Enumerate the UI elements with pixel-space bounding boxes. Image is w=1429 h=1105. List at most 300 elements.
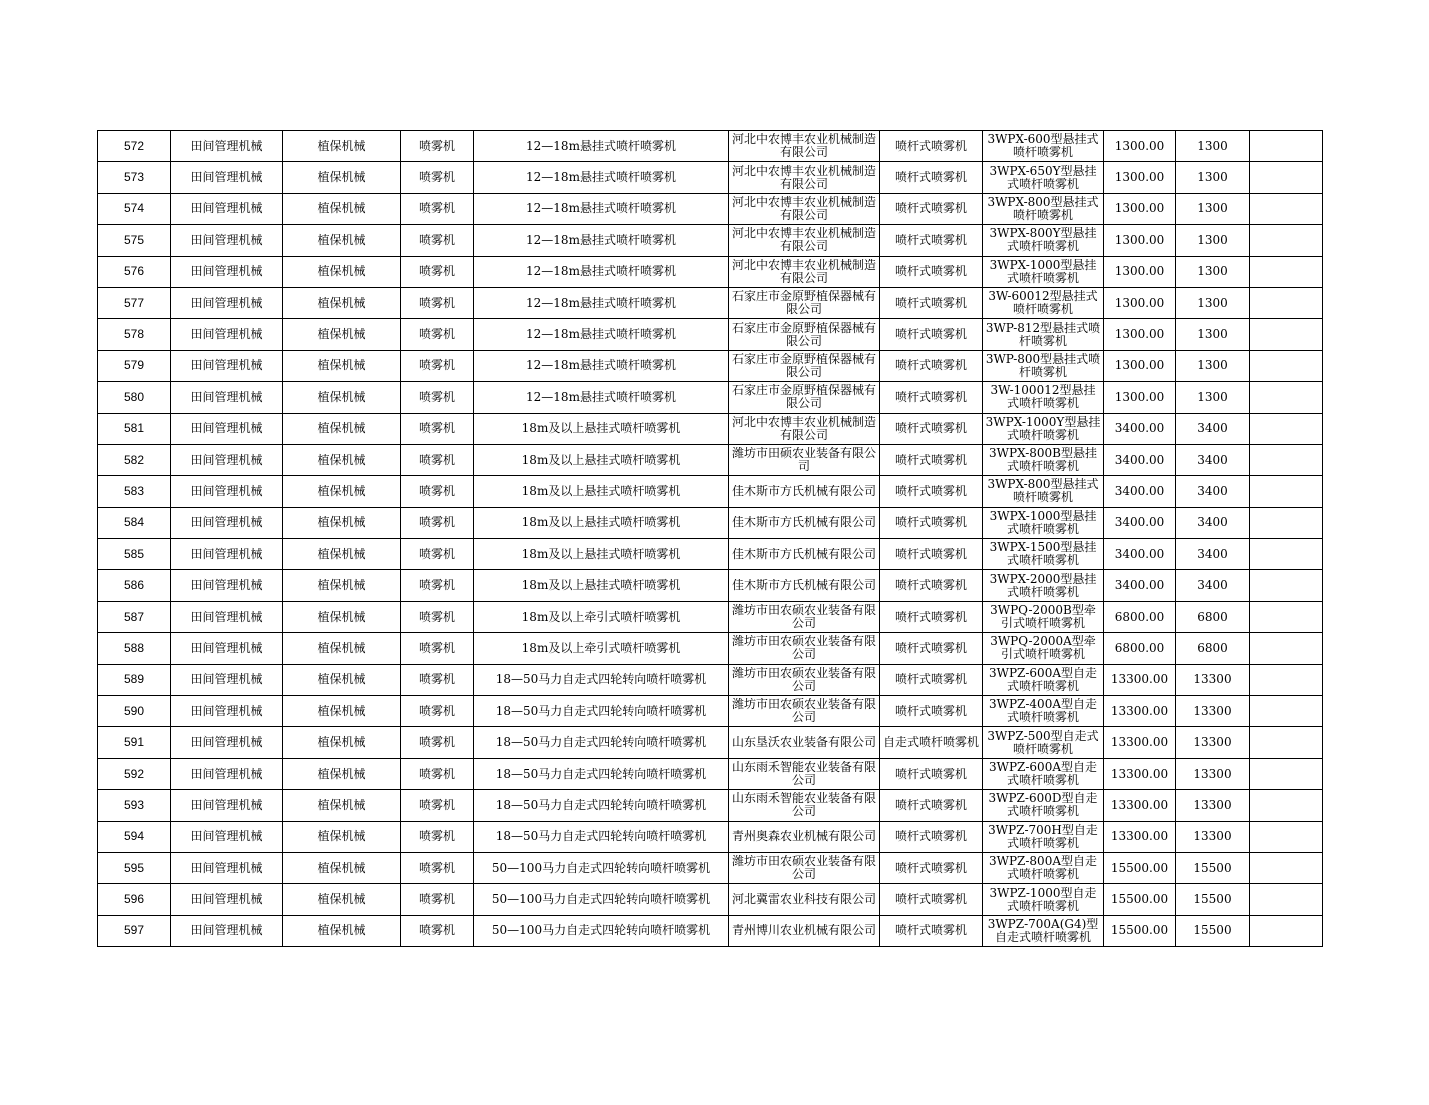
cell-item: 喷雾机 [401, 350, 474, 381]
cell-model-text: 3WPX-800Y型悬挂式喷杆喷雾机 [989, 227, 1097, 254]
cell-manufacturer-text: 潍坊市田硕农业装备有限公司 [731, 447, 876, 474]
cell-manufacturer-text: 山东垦沃农业装备有限公司 [731, 736, 876, 750]
cell-note [1250, 444, 1323, 475]
cell-note [1250, 287, 1323, 318]
table-row [98, 884, 1323, 915]
cell-product-type [880, 382, 983, 413]
cell-price: 3400.00 [1104, 476, 1176, 507]
cell-number: 592 [98, 758, 171, 789]
cell-subsidy: 3400 [1176, 413, 1250, 444]
cell-product-type-text: 喷杆式喷雾机 [894, 704, 967, 718]
cell-note [1250, 633, 1323, 664]
cell-category: 田间管理机械 [171, 790, 283, 821]
cell-price: 1300.00 [1104, 162, 1176, 193]
cell-subcategory: 植保机械 [283, 319, 401, 350]
cell-price: 6800.00 [1104, 633, 1176, 664]
cell-category: 田间管理机械 [171, 570, 283, 601]
cell-product-type [880, 821, 983, 852]
table-row [98, 821, 1323, 852]
cell-model [983, 287, 1104, 318]
cell-manufacturer [729, 131, 880, 162]
cell-subsidy: 1300 [1176, 382, 1250, 413]
cell-product-type-text: 喷杆式喷雾机 [894, 139, 967, 153]
cell-model-text: 3WPZ-600A型自走式喷杆喷雾机 [988, 761, 1097, 787]
cell-product-type [880, 350, 983, 381]
cell-price: 15500.00 [1104, 915, 1176, 946]
cell-model-text: 3WPX-1000Y型悬挂式喷杆喷雾机 [985, 415, 1101, 442]
cell-category: 田间管理机械 [171, 852, 283, 883]
cell-subsidy: 13300 [1176, 821, 1250, 852]
cell-product-type [880, 319, 983, 350]
cell-manufacturer [729, 256, 880, 287]
cell-subcategory: 植保机械 [283, 193, 401, 224]
cell-model-text: 3WPX-1000型悬挂式喷杆喷雾机 [989, 509, 1097, 536]
table-row [98, 256, 1323, 287]
cell-model-text: 3WPZ-400A型自走式喷杆喷雾机 [988, 698, 1097, 725]
cell-item: 喷雾机 [401, 790, 474, 821]
subsidy-table [97, 130, 1323, 947]
cell-category: 田间管理机械 [171, 319, 283, 350]
cell-product-type-text: 喷杆式喷雾机 [894, 798, 967, 812]
cell-note [1250, 225, 1323, 256]
cell-number: 578 [98, 319, 171, 350]
cell-item: 喷雾机 [401, 256, 474, 287]
cell-model-text: 3WPZ-700A(G4)型自走式喷杆喷雾机 [987, 917, 1099, 944]
cell-category: 田间管理机械 [171, 476, 283, 507]
cell-number: 584 [98, 507, 171, 538]
cell-price: 15500.00 [1104, 852, 1176, 883]
cell-model [983, 852, 1104, 883]
cell-manufacturer [729, 884, 880, 915]
cell-price: 6800.00 [1104, 601, 1176, 632]
cell-product-type-text: 喷杆式喷雾机 [894, 328, 967, 342]
cell-manufacturer-text: 河北中农博丰农业机械制造有限公司 [731, 258, 876, 285]
cell-spec: 18—50马力自走式四轮转向喷杆喷雾机 [474, 758, 729, 789]
cell-product-type-text: 喷杆式喷雾机 [894, 861, 967, 875]
cell-model [983, 821, 1104, 852]
table-row [98, 350, 1323, 381]
cell-model-text: 3WPZ-600D型自走式喷杆喷雾机 [988, 792, 1098, 819]
table-row [98, 193, 1323, 224]
cell-product-type-text: 喷杆式喷雾机 [894, 830, 967, 844]
cell-manufacturer-text: 石家庄市金原野植保器械有限公司 [731, 290, 876, 317]
cell-spec: 12—18m悬挂式喷杆喷雾机 [474, 319, 729, 350]
cell-model-text: 3WPZ-700H型自走式喷杆喷雾机 [988, 823, 1098, 850]
table-row [98, 319, 1323, 350]
table-row [98, 633, 1323, 664]
cell-manufacturer [729, 193, 880, 224]
cell-category: 田间管理机械 [171, 821, 283, 852]
cell-manufacturer-text: 河北中农博丰农业机械制造有限公司 [731, 415, 876, 442]
cell-spec: 18—50马力自走式四轮转向喷杆喷雾机 [474, 727, 729, 758]
cell-number: 586 [98, 570, 171, 601]
cell-note [1250, 350, 1323, 381]
cell-number: 576 [98, 256, 171, 287]
cell-manufacturer-text: 佳木斯市方氏机械有限公司 [731, 516, 876, 530]
cell-item: 喷雾机 [401, 601, 474, 632]
cell-model-text: 3WPQ-2000B型牵引式喷杆喷雾机 [990, 604, 1096, 631]
cell-spec: 18—50马力自走式四轮转向喷杆喷雾机 [474, 664, 729, 695]
cell-number: 581 [98, 413, 171, 444]
cell-category: 田间管理机械 [171, 413, 283, 444]
cell-price: 1300.00 [1104, 225, 1176, 256]
cell-price: 13300.00 [1104, 696, 1176, 727]
cell-model [983, 193, 1104, 224]
cell-manufacturer-text: 潍坊市田农硕农业装备有限公司 [731, 666, 876, 693]
cell-subsidy: 1300 [1176, 193, 1250, 224]
cell-item: 喷雾机 [401, 382, 474, 413]
cell-product-type-text: 喷杆式喷雾机 [894, 390, 967, 404]
cell-manufacturer-text: 河北中农博丰农业机械制造有限公司 [731, 164, 876, 191]
cell-price: 1300.00 [1104, 350, 1176, 381]
cell-manufacturer [729, 507, 880, 538]
cell-category: 田间管理机械 [171, 287, 283, 318]
cell-model-text: 3WPX-800B型悬挂式喷杆喷雾机 [989, 447, 1097, 474]
cell-product-type [880, 256, 983, 287]
cell-manufacturer [729, 350, 880, 381]
cell-item: 喷雾机 [401, 821, 474, 852]
cell-number: 574 [98, 193, 171, 224]
cell-product-type-text: 喷杆式喷雾机 [894, 453, 967, 467]
cell-model [983, 727, 1104, 758]
table-row [98, 570, 1323, 601]
cell-category: 田间管理机械 [171, 382, 283, 413]
cell-product-type [880, 601, 983, 632]
cell-model [983, 570, 1104, 601]
cell-model [983, 507, 1104, 538]
cell-product-type-text: 喷杆式喷雾机 [894, 484, 967, 498]
cell-note [1250, 476, 1323, 507]
cell-manufacturer [729, 790, 880, 821]
cell-subsidy: 1300 [1176, 225, 1250, 256]
cell-subsidy: 1300 [1176, 256, 1250, 287]
cell-spec: 50—100马力自走式四轮转向喷杆喷雾机 [474, 915, 729, 946]
cell-price: 3400.00 [1104, 539, 1176, 570]
cell-product-type-text: 喷杆式喷雾机 [894, 422, 967, 436]
cell-number: 583 [98, 476, 171, 507]
cell-note [1250, 539, 1323, 570]
cell-subsidy: 6800 [1176, 601, 1250, 632]
cell-manufacturer [729, 570, 880, 601]
cell-product-type [880, 852, 983, 883]
cell-subcategory: 植保机械 [283, 287, 401, 318]
cell-category: 田间管理机械 [171, 507, 283, 538]
cell-spec: 18m及以上牵引式喷杆喷雾机 [474, 633, 729, 664]
cell-subsidy: 13300 [1176, 696, 1250, 727]
cell-price: 1300.00 [1104, 287, 1176, 318]
cell-spec: 18m及以上悬挂式喷杆喷雾机 [474, 507, 729, 538]
cell-price: 15500.00 [1104, 884, 1176, 915]
cell-model-text: 3WPX-1500型悬挂式喷杆喷雾机 [989, 541, 1097, 568]
cell-product-type-text: 喷杆式喷雾机 [894, 924, 967, 938]
cell-product-type [880, 287, 983, 318]
cell-model-text: 3WPZ-600A型自走式喷杆喷雾机 [988, 666, 1097, 693]
cell-subsidy: 15500 [1176, 915, 1250, 946]
cell-subsidy: 3400 [1176, 444, 1250, 475]
cell-model [983, 162, 1104, 193]
cell-subcategory: 植保机械 [283, 539, 401, 570]
cell-manufacturer [729, 476, 880, 507]
cell-product-type-text: 喷杆式喷雾机 [894, 673, 967, 687]
cell-item: 喷雾机 [401, 664, 474, 695]
cell-product-type-text: 喷杆式喷雾机 [894, 296, 967, 310]
cell-spec: 18m及以上悬挂式喷杆喷雾机 [474, 570, 729, 601]
table-row [98, 413, 1323, 444]
cell-number: 591 [98, 727, 171, 758]
cell-subsidy: 1300 [1176, 319, 1250, 350]
cell-manufacturer [729, 696, 880, 727]
cell-number: 577 [98, 287, 171, 318]
cell-manufacturer-text: 河北冀雷农业科技有限公司 [731, 893, 876, 907]
cell-note [1250, 884, 1323, 915]
cell-product-type [880, 696, 983, 727]
cell-subcategory: 植保机械 [283, 256, 401, 287]
cell-category: 田间管理机械 [171, 256, 283, 287]
table-body [98, 131, 1323, 947]
cell-model [983, 476, 1104, 507]
cell-manufacturer [729, 444, 880, 475]
table-row [98, 382, 1323, 413]
cell-number: 593 [98, 790, 171, 821]
table-row [98, 915, 1323, 946]
cell-subcategory: 植保机械 [283, 633, 401, 664]
cell-manufacturer [729, 287, 880, 318]
cell-note [1250, 319, 1323, 350]
cell-model [983, 633, 1104, 664]
cell-price: 1300.00 [1104, 193, 1176, 224]
table-row [98, 852, 1323, 883]
cell-price: 13300.00 [1104, 821, 1176, 852]
document-page [97, 130, 1323, 947]
cell-product-type-text: 喷杆式喷雾机 [894, 641, 967, 655]
cell-category: 田间管理机械 [171, 664, 283, 695]
table-row [98, 287, 1323, 318]
cell-subsidy: 1300 [1176, 287, 1250, 318]
cell-manufacturer [729, 727, 880, 758]
table-row [98, 476, 1323, 507]
cell-model-text: 3WPZ-1000型自走式喷杆喷雾机 [989, 886, 1097, 913]
cell-number: 572 [98, 131, 171, 162]
cell-manufacturer-text: 山东雨禾智能农业装备有限公司 [731, 761, 876, 787]
cell-item: 喷雾机 [401, 319, 474, 350]
cell-model-text: 3W-100012型悬挂式喷杆喷雾机 [990, 384, 1096, 411]
cell-item: 喷雾机 [401, 162, 474, 193]
cell-number: 588 [98, 633, 171, 664]
cell-manufacturer [729, 821, 880, 852]
cell-model [983, 790, 1104, 821]
cell-product-type-text: 喷杆式喷雾机 [894, 516, 967, 530]
cell-model [983, 664, 1104, 695]
cell-item: 喷雾机 [401, 915, 474, 946]
cell-subcategory: 植保机械 [283, 696, 401, 727]
cell-item: 喷雾机 [401, 758, 474, 789]
cell-item: 喷雾机 [401, 852, 474, 883]
cell-subsidy: 3400 [1176, 507, 1250, 538]
cell-manufacturer-text: 佳木斯市方氏机械有限公司 [731, 579, 876, 593]
cell-product-type [880, 790, 983, 821]
cell-spec: 12—18m悬挂式喷杆喷雾机 [474, 256, 729, 287]
cell-number: 590 [98, 696, 171, 727]
cell-note [1250, 852, 1323, 883]
cell-spec: 12—18m悬挂式喷杆喷雾机 [474, 350, 729, 381]
cell-price: 1300.00 [1104, 382, 1176, 413]
cell-model-text: 3WPX-2000型悬挂式喷杆喷雾机 [989, 572, 1097, 599]
cell-note [1250, 162, 1323, 193]
cell-category: 田间管理机械 [171, 727, 283, 758]
cell-category: 田间管理机械 [171, 131, 283, 162]
cell-model-text: 3WPZ-500型自走式喷杆喷雾机 [987, 729, 1099, 756]
table-row [98, 507, 1323, 538]
cell-manufacturer [729, 758, 880, 789]
cell-item: 喷雾机 [401, 727, 474, 758]
cell-category: 田间管理机械 [171, 758, 283, 789]
cell-manufacturer-text: 石家庄市金原野植保器械有限公司 [731, 352, 876, 379]
cell-product-type [880, 539, 983, 570]
cell-note [1250, 915, 1323, 946]
cell-subsidy: 1300 [1176, 162, 1250, 193]
cell-manufacturer [729, 633, 880, 664]
cell-model [983, 382, 1104, 413]
cell-category: 田间管理机械 [171, 915, 283, 946]
cell-spec: 12—18m悬挂式喷杆喷雾机 [474, 193, 729, 224]
cell-product-type [880, 633, 983, 664]
cell-item: 喷雾机 [401, 287, 474, 318]
cell-price: 3400.00 [1104, 444, 1176, 475]
cell-subsidy: 1300 [1176, 131, 1250, 162]
cell-subsidy: 15500 [1176, 884, 1250, 915]
cell-category: 田间管理机械 [171, 633, 283, 664]
cell-subcategory: 植保机械 [283, 162, 401, 193]
cell-number: 597 [98, 915, 171, 946]
cell-manufacturer [729, 413, 880, 444]
cell-spec: 50—100马力自走式四轮转向喷杆喷雾机 [474, 884, 729, 915]
cell-product-type [880, 162, 983, 193]
cell-subcategory: 植保机械 [283, 852, 401, 883]
cell-subcategory: 植保机械 [283, 821, 401, 852]
cell-model [983, 350, 1104, 381]
cell-category: 田间管理机械 [171, 225, 283, 256]
table-row [98, 664, 1323, 695]
cell-model [983, 413, 1104, 444]
cell-subcategory: 植保机械 [283, 664, 401, 695]
cell-item: 喷雾机 [401, 633, 474, 664]
cell-spec: 18—50马力自走式四轮转向喷杆喷雾机 [474, 790, 729, 821]
cell-product-type [880, 225, 983, 256]
cell-number: 596 [98, 884, 171, 915]
cell-manufacturer-text: 河北中农博丰农业机械制造有限公司 [731, 133, 876, 160]
cell-item: 喷雾机 [401, 193, 474, 224]
cell-manufacturer [729, 162, 880, 193]
cell-spec: 18m及以上牵引式喷杆喷雾机 [474, 601, 729, 632]
cell-price: 13300.00 [1104, 664, 1176, 695]
cell-product-type-text: 自走式喷杆喷雾机 [882, 736, 979, 750]
cell-manufacturer-text: 河北中农博丰农业机械制造有限公司 [731, 227, 876, 254]
cell-spec: 12—18m悬挂式喷杆喷雾机 [474, 287, 729, 318]
cell-number: 589 [98, 664, 171, 695]
table-row [98, 444, 1323, 475]
table-row [98, 225, 1323, 256]
cell-price: 3400.00 [1104, 507, 1176, 538]
cell-category: 田间管理机械 [171, 162, 283, 193]
cell-price: 1300.00 [1104, 131, 1176, 162]
cell-price: 13300.00 [1104, 727, 1176, 758]
cell-item: 喷雾机 [401, 884, 474, 915]
cell-subcategory: 植保机械 [283, 790, 401, 821]
cell-subcategory: 植保机械 [283, 444, 401, 475]
cell-product-type [880, 444, 983, 475]
cell-category: 田间管理机械 [171, 884, 283, 915]
table-row [98, 696, 1323, 727]
cell-item: 喷雾机 [401, 570, 474, 601]
cell-subcategory: 植保机械 [283, 131, 401, 162]
cell-subsidy: 1300 [1176, 350, 1250, 381]
cell-spec: 50—100马力自走式四轮转向喷杆喷雾机 [474, 852, 729, 883]
cell-manufacturer-text: 潍坊市田农硕农业装备有限公司 [731, 604, 876, 631]
cell-product-type [880, 884, 983, 915]
cell-product-type [880, 193, 983, 224]
cell-manufacturer-text: 山东雨禾智能农业装备有限公司 [731, 792, 876, 819]
cell-product-type [880, 131, 983, 162]
cell-item: 喷雾机 [401, 539, 474, 570]
cell-price: 3400.00 [1104, 570, 1176, 601]
cell-model [983, 444, 1104, 475]
cell-category: 田间管理机械 [171, 193, 283, 224]
cell-manufacturer [729, 382, 880, 413]
cell-price: 13300.00 [1104, 758, 1176, 789]
table-row [98, 790, 1323, 821]
cell-model [983, 758, 1104, 789]
cell-note [1250, 790, 1323, 821]
cell-subcategory: 植保机械 [283, 601, 401, 632]
cell-category: 田间管理机械 [171, 350, 283, 381]
cell-note [1250, 131, 1323, 162]
cell-price: 1300.00 [1104, 319, 1176, 350]
cell-note [1250, 413, 1323, 444]
cell-manufacturer-text: 潍坊市田农硕农业装备有限公司 [731, 698, 876, 725]
cell-model [983, 601, 1104, 632]
cell-subcategory: 植保机械 [283, 476, 401, 507]
cell-spec: 18—50马力自走式四轮转向喷杆喷雾机 [474, 821, 729, 852]
cell-manufacturer-text: 佳木斯市方氏机械有限公司 [731, 547, 876, 561]
cell-product-type [880, 413, 983, 444]
cell-number: 595 [98, 852, 171, 883]
cell-note [1250, 696, 1323, 727]
cell-item: 喷雾机 [401, 476, 474, 507]
cell-model-text: 3WPX-800型悬挂式喷杆喷雾机 [987, 478, 1099, 505]
cell-manufacturer-text: 潍坊市田农硕农业装备有限公司 [731, 635, 876, 662]
cell-manufacturer-text: 青州博川农业机械有限公司 [731, 924, 876, 938]
cell-product-type [880, 727, 983, 758]
cell-manufacturer [729, 601, 880, 632]
cell-number: 579 [98, 350, 171, 381]
cell-subcategory: 植保机械 [283, 758, 401, 789]
cell-spec: 18m及以上悬挂式喷杆喷雾机 [474, 444, 729, 475]
cell-spec: 18m及以上悬挂式喷杆喷雾机 [474, 476, 729, 507]
cell-product-type-text: 喷杆式喷雾机 [894, 171, 967, 185]
cell-model [983, 915, 1104, 946]
cell-manufacturer-text: 潍坊市田农硕农业装备有限公司 [731, 855, 876, 882]
cell-subcategory: 植保机械 [283, 570, 401, 601]
cell-subcategory: 植保机械 [283, 382, 401, 413]
cell-subcategory: 植保机械 [283, 915, 401, 946]
cell-product-type-text: 喷杆式喷雾机 [894, 233, 967, 247]
cell-spec: 12—18m悬挂式喷杆喷雾机 [474, 131, 729, 162]
cell-model [983, 539, 1104, 570]
cell-model-text: 3WPX-800型悬挂式喷杆喷雾机 [987, 195, 1099, 222]
cell-product-type-text: 喷杆式喷雾机 [894, 610, 967, 624]
cell-spec: 18—50马力自走式四轮转向喷杆喷雾机 [474, 696, 729, 727]
cell-manufacturer-text: 石家庄市金原野植保器械有限公司 [731, 384, 876, 411]
